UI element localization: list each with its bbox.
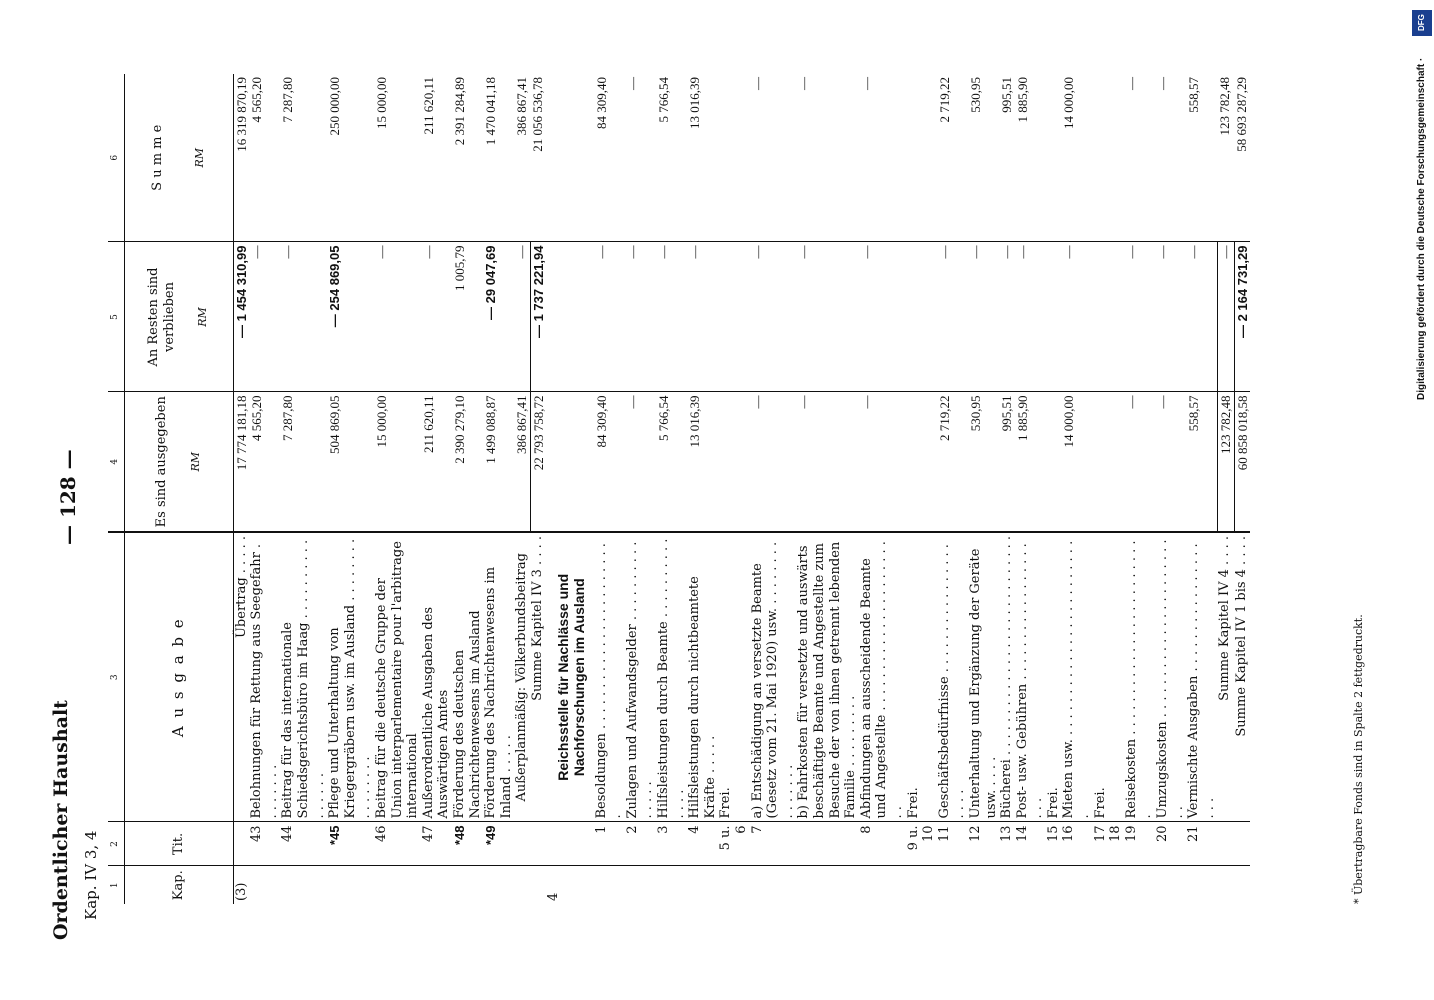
text-cell: Geschäftsbedürfnisse . . . . . . . . . . . . . . . . . . . . xyxy=(937,532,968,822)
table-row xyxy=(859,74,906,904)
tit-cell xyxy=(514,822,530,866)
remainder-cell: — 254 869,05 xyxy=(327,242,374,392)
spent-cell: 504 869,05 xyxy=(327,392,374,532)
sum-cell: 558,57 xyxy=(1186,74,1217,242)
text-cell: Reisekosten . . . . . . . . . . . . . . . . . . . . . . . . . xyxy=(1124,532,1155,822)
text-cell: Frei. xyxy=(1093,532,1109,822)
kap-cell xyxy=(1217,866,1234,904)
header-unit-6: RM xyxy=(192,147,206,168)
spent-cell: 22 793 758,72 xyxy=(530,392,546,532)
kap-cell xyxy=(859,866,906,904)
spent-cell: 5 766,54 xyxy=(656,392,687,532)
text-cell: Zulagen und Aufwandsgelder . . . . . . . . . . . . . . . xyxy=(625,532,656,822)
table-row xyxy=(1186,74,1217,904)
colnum-4: 4 xyxy=(108,392,124,532)
kap-cell xyxy=(1093,866,1109,904)
text-cell: Umzugskosten . . . . . . . . . . . . . . . . . . . . . . . . xyxy=(1155,532,1186,822)
spent-cell: 15 000,00 xyxy=(374,392,421,532)
remainder-cell: — xyxy=(687,242,718,392)
sum-cell: — xyxy=(1155,74,1186,242)
remainder-cell: — xyxy=(249,242,280,392)
text-cell: Besoldungen . . . . . . . . . . . . . . . . . . . . . . . . xyxy=(594,532,625,822)
table-row xyxy=(233,74,249,904)
tit-cell: 47 xyxy=(421,822,452,866)
text-cell: Summe Kapitel IV 4 . . . . xyxy=(1217,532,1234,822)
sum-cell: 530,95 xyxy=(968,74,999,242)
tit-cell: 12 xyxy=(968,822,999,866)
tit-cell: 14 xyxy=(1015,822,1046,866)
header-es-ausgegeben xyxy=(124,392,233,532)
colnum-6: 6 xyxy=(108,74,124,242)
table-row xyxy=(718,74,749,904)
colnum-2: 2 xyxy=(108,822,124,866)
spent-cell: — xyxy=(1155,392,1186,532)
header-es-ausgegeben-text: Es sind ausgegeben xyxy=(154,396,169,528)
table-body-iv4 xyxy=(546,74,1250,904)
table-row xyxy=(625,74,656,904)
remainder-cell: — xyxy=(514,242,530,392)
kap-cell xyxy=(594,866,625,904)
remainder-cell: — xyxy=(374,242,421,392)
remainder-cell: — xyxy=(796,242,858,392)
text-cell: Summe Kapitel IV 3 . . . . xyxy=(530,532,546,822)
section-heading: Reichsstelle für Nachlässe und Nachforschungen im Ausland xyxy=(546,532,593,822)
kap-cell xyxy=(1234,866,1250,904)
sum-cell: 58 693 287,29 xyxy=(1234,74,1250,242)
sum-cell: 2 391 284,89 xyxy=(452,74,483,242)
remainder-cell xyxy=(718,242,749,392)
kap-cell: 4 xyxy=(546,892,562,901)
remainder-cell: — 29 047,69 xyxy=(483,242,514,392)
sum-cell xyxy=(546,74,593,242)
text-cell: Außerplanmäßig: Völkerbundsbeitrag xyxy=(514,532,530,822)
spent-cell: — xyxy=(625,392,656,532)
colnum-5: 5 xyxy=(108,242,124,392)
kap-cell xyxy=(374,866,421,904)
remainder-cell: 1 005,79 xyxy=(452,242,483,392)
colnum-1: 1 xyxy=(108,866,124,904)
spent-cell xyxy=(1046,392,1062,532)
kap-cell xyxy=(656,866,687,904)
header-summe xyxy=(124,74,233,242)
kap-cell xyxy=(421,866,452,904)
tit-cell xyxy=(530,822,546,866)
remainder-cell: — xyxy=(859,242,906,392)
header-an-resten xyxy=(124,242,233,392)
remainder-cell: — xyxy=(750,242,797,392)
remainder-cell xyxy=(1093,242,1109,392)
spent-cell: 2 719,22 xyxy=(937,392,968,532)
text-cell: Mieten usw. . . . . . . . . . . . . . . . . . . . . . . . . . xyxy=(1061,532,1092,822)
spent-cell: — xyxy=(796,392,858,532)
table-row xyxy=(452,74,483,904)
footnote: * Übertragbare Fonds sind in Spalte 2 fettgedruckt. xyxy=(1352,614,1365,904)
table-row xyxy=(327,74,374,904)
kap-cell xyxy=(249,866,280,904)
tit-cell: *45 xyxy=(327,822,374,866)
table-row xyxy=(514,74,530,904)
table-row xyxy=(1061,74,1092,904)
kap-cell xyxy=(1108,866,1124,904)
kap-cell xyxy=(750,866,797,904)
remainder-cell: — xyxy=(1124,242,1155,392)
text-cell: a) Entschädigung an versetzte Beamte (Gesetz vom 21. Mai 1920) usw. . . . . . . . . . . . . . . . xyxy=(750,532,797,822)
tit-cell: 19 xyxy=(1124,822,1155,866)
spent-cell: — xyxy=(859,392,906,532)
header-unit-4: RM xyxy=(188,451,202,472)
tit-cell xyxy=(546,822,593,866)
tit-cell xyxy=(1234,822,1250,866)
table-row xyxy=(750,74,797,904)
header-tit: Tit. xyxy=(124,822,233,866)
kap-cell xyxy=(906,866,937,904)
kap-cell xyxy=(452,866,483,904)
table-row xyxy=(594,74,625,904)
kap-cell xyxy=(718,866,749,904)
sum-cell: — xyxy=(1124,74,1155,242)
tit-cell: 18 xyxy=(1108,822,1124,866)
remainder-cell: — xyxy=(937,242,968,392)
tit-cell: 4 xyxy=(687,822,718,866)
text-cell: Belohnungen für Rettung aus Seegefahr . . . . . . . . xyxy=(249,532,280,822)
kap-cell xyxy=(796,866,858,904)
remainder-cell xyxy=(546,242,593,392)
remainder-cell: — xyxy=(1155,242,1186,392)
sum-cell: 84 309,40 xyxy=(594,74,625,242)
text-cell: Förderung des deutschen Nachrichtenwesens im Ausland xyxy=(452,532,483,822)
text-cell: Außerordentliche Ausgaben des Auswärtigen Amtes xyxy=(421,532,452,822)
table-row xyxy=(968,74,999,904)
remainder-cell: — xyxy=(656,242,687,392)
sum-cell xyxy=(718,74,749,242)
sum-cell xyxy=(1046,74,1062,242)
tit-cell: *49 xyxy=(483,822,514,866)
spent-cell xyxy=(546,392,593,532)
tit-cell: 1 xyxy=(594,822,625,866)
kap-cell: (3) xyxy=(233,882,249,901)
text-cell: Abfindungen an ausscheidende Beamte und Angestellte . . . . . . . . . . . . . . . . . . . . . . . xyxy=(859,532,906,822)
sum-row-iv1-4 xyxy=(1234,74,1250,904)
remainder-cell: — xyxy=(1061,242,1092,392)
sum-cell: 123 782,48 xyxy=(1217,74,1234,242)
sum-cell: — xyxy=(750,74,797,242)
sum-cell xyxy=(1108,74,1124,242)
kap-cell xyxy=(530,866,546,904)
table-body-iv3 xyxy=(233,74,546,904)
remainder-cell: — 1 454 310,99 xyxy=(233,242,249,392)
sum-cell: 21 056 536,78 xyxy=(530,74,546,242)
page-number: — 128 — xyxy=(56,449,80,545)
spent-cell xyxy=(1108,392,1124,532)
text-cell: Bücherei . . . . . . . . . . . . . . . . . . . . . . . . . . . xyxy=(999,532,1015,822)
remainder-cell: — xyxy=(594,242,625,392)
text-cell: Beitrag für das internationale Schiedsgerichtsbüro im Haag . . . . . . . . . . . . . . . . xyxy=(280,532,327,822)
budget-table xyxy=(108,74,1250,904)
running-head: Ordentlicher Haushalt xyxy=(50,700,72,940)
table-row xyxy=(1093,74,1109,904)
spent-cell: 7 287,80 xyxy=(280,392,327,532)
kap-cell xyxy=(687,866,718,904)
table-row xyxy=(1046,74,1062,904)
text-cell: Übertrag . . . . . xyxy=(233,532,249,822)
sum-cell: 16 319 870,19 xyxy=(233,74,249,242)
text-cell: Unterhaltung und Ergänzung der Geräte usw. . . . . xyxy=(968,532,999,822)
tit-cell: 8 xyxy=(859,822,906,866)
tit-cell: 5 u. 6 xyxy=(718,822,749,866)
sum-cell: 1 470 041,18 xyxy=(483,74,514,242)
column-number-row xyxy=(108,74,124,904)
spent-cell: 13 016,39 xyxy=(687,392,718,532)
text-cell: Förderung des Nachrichtenwesens im Inland . . . . . xyxy=(483,532,514,822)
sum-cell: 211 620,11 xyxy=(421,74,452,242)
remainder-cell xyxy=(1046,242,1062,392)
tit-cell: 43 xyxy=(249,822,280,866)
text-cell: Hilfsleistungen durch nichtbeamtete Kräfte . . . . . xyxy=(687,532,718,822)
header-row xyxy=(124,74,233,904)
spent-cell: 1 499 088,87 xyxy=(483,392,514,532)
sum-cell: 13 016,39 xyxy=(687,74,718,242)
header-summe-text: S u m m e xyxy=(150,124,165,191)
spent-cell xyxy=(718,392,749,532)
remainder-cell: — xyxy=(1217,242,1234,392)
remainder-cell: — xyxy=(1186,242,1217,392)
spent-cell: 4 565,20 xyxy=(249,392,280,532)
header-kap: Kap. xyxy=(124,866,233,904)
sum-cell: — xyxy=(859,74,906,242)
chapter-ref: Kap. IV 3, 4 xyxy=(82,830,100,920)
spent-cell: — xyxy=(1124,392,1155,532)
sum-row-iv4 xyxy=(1217,74,1234,904)
spent-cell: 84 309,40 xyxy=(594,392,625,532)
spent-cell: 1 885,90 xyxy=(1015,392,1046,532)
spent-cell: 14 000,00 xyxy=(1061,392,1092,532)
text-cell: Hilfsleistungen durch Beamte . . . . . . . . . . . . . . xyxy=(656,532,687,822)
header-unit-5: RM xyxy=(196,307,210,327)
remainder-cell: — xyxy=(968,242,999,392)
text-cell: b) Fahrkosten für versetzte und auswärts beschäftigte Beamte und Angestellte zum Besuche der von ihnen getrennt lebenden Familie . . . . . . . . . xyxy=(796,532,858,822)
spent-cell: — xyxy=(750,392,797,532)
sum-cell: — xyxy=(625,74,656,242)
table-row xyxy=(374,74,421,904)
remainder-cell: — xyxy=(999,242,1015,392)
kap-cell xyxy=(1124,866,1155,904)
sum-cell: 386 867,41 xyxy=(514,74,530,242)
spent-cell: 60 858 018,58 xyxy=(1234,392,1250,532)
text-cell: Pflege und Unterhaltung von Kriegergräbern usw. im Ausland . . . . . . . . . . . . . . . . xyxy=(327,532,374,822)
remainder-cell xyxy=(1108,242,1124,392)
sum-cell: 7 287,80 xyxy=(280,74,327,242)
tit-cell: 13 xyxy=(999,822,1015,866)
table-row xyxy=(1015,74,1046,904)
sum-cell: 995,51 xyxy=(999,74,1015,242)
kap-cell xyxy=(999,866,1015,904)
colnum-3: 3 xyxy=(108,532,124,822)
tit-cell: 21 xyxy=(1186,822,1217,866)
header-an-resten-text: An Resten sind verblieben xyxy=(146,267,177,367)
table-row xyxy=(1124,74,1155,904)
text-cell: Frei. xyxy=(718,532,749,822)
tit-cell: 15 xyxy=(1046,822,1062,866)
table-row xyxy=(796,74,858,904)
sum-cell: 1 885,90 xyxy=(1015,74,1046,242)
text-cell xyxy=(1108,532,1124,822)
table-row xyxy=(906,74,937,904)
digitization-note: Digitalisierung gefördert durch die Deutsche Forschungsgemeinschaft · xyxy=(1416,57,1427,400)
tit-cell: 9 u. 10 xyxy=(906,822,937,866)
table-row xyxy=(421,74,452,904)
tit-cell: 20 xyxy=(1155,822,1186,866)
sum-cell: 250 000,00 xyxy=(327,74,374,242)
kap-cell xyxy=(514,866,530,904)
spent-cell: 995,51 xyxy=(999,392,1015,532)
remainder-cell: — xyxy=(280,242,327,392)
kap-cell xyxy=(1155,866,1186,904)
kap-cell xyxy=(937,866,968,904)
kap4-heading-row xyxy=(546,74,593,904)
text-cell: Vermischte Ausgaben . . . . . . . . . . . . . . . . . . . xyxy=(1186,532,1217,822)
tit-cell: *48 xyxy=(452,822,483,866)
spent-cell: 211 620,11 xyxy=(421,392,452,532)
sum-cell: 4 565,20 xyxy=(249,74,280,242)
sum-cell: 14 000,00 xyxy=(1061,74,1092,242)
table-row xyxy=(280,74,327,904)
kap-cell xyxy=(1061,866,1092,904)
header-ausgabe: A u s g a b e xyxy=(124,532,233,822)
tit-cell: 2 xyxy=(625,822,656,866)
kap-cell xyxy=(1046,866,1062,904)
tit-cell: 7 xyxy=(750,822,797,866)
table-row xyxy=(249,74,280,904)
tit-cell: 44 xyxy=(280,822,327,866)
spent-cell xyxy=(1093,392,1109,532)
kap-cell xyxy=(483,866,514,904)
tit-cell xyxy=(233,822,249,866)
spent-cell: 386 867,41 xyxy=(514,392,530,532)
remainder-cell xyxy=(906,242,937,392)
remainder-cell: — 2 164 731,29 xyxy=(1234,242,1250,392)
text-cell: Beitrag für die deutsche Gruppe der Union interparlementaire pour l'arbitrage international xyxy=(374,532,421,822)
table-row xyxy=(937,74,968,904)
text-cell: Frei. xyxy=(906,532,937,822)
spent-cell: 2 390 279,10 xyxy=(452,392,483,532)
table-row xyxy=(656,74,687,904)
sum-cell: — xyxy=(796,74,858,242)
spent-cell: 123 782,48 xyxy=(1217,392,1234,532)
sum-row-iv3 xyxy=(530,74,546,904)
table-row xyxy=(1155,74,1186,904)
text-cell: Summe Kapitel IV 1 bis 4 . . . . xyxy=(1234,532,1250,822)
table-row xyxy=(1108,74,1124,904)
text-cell: Post- usw. Gebühren . . . . . . . . . . . . . . . . . . . . xyxy=(1015,532,1046,822)
tit-cell xyxy=(796,822,858,866)
sum-cell: 2 719,22 xyxy=(937,74,968,242)
spent-cell xyxy=(906,392,937,532)
tit-cell: 17 xyxy=(1093,822,1109,866)
tit-cell: 3 xyxy=(656,822,687,866)
tit-cell: 16 xyxy=(1061,822,1092,866)
kap-cell xyxy=(1186,866,1217,904)
kap-cell xyxy=(968,866,999,904)
spent-cell: 530,95 xyxy=(968,392,999,532)
dfg-logo: DFG xyxy=(1412,10,1432,36)
sum-cell: 5 766,54 xyxy=(656,74,687,242)
tit-cell xyxy=(1217,822,1234,866)
remainder-cell: — xyxy=(1015,242,1046,392)
tit-cell: 46 xyxy=(374,822,421,866)
sum-cell xyxy=(906,74,937,242)
spent-cell: 558,57 xyxy=(1186,392,1217,532)
kap-cell xyxy=(327,866,374,904)
remainder-cell: — xyxy=(421,242,452,392)
sum-cell: 15 000,00 xyxy=(374,74,421,242)
kap-cell xyxy=(1015,866,1046,904)
table-row xyxy=(483,74,514,904)
text-cell: Frei. xyxy=(1046,532,1062,822)
kap-cell xyxy=(280,866,327,904)
table-row xyxy=(687,74,718,904)
remainder-cell: — 1 737 221,94 xyxy=(530,242,546,392)
spent-cell: 17 774 181,18 xyxy=(233,392,249,532)
sum-cell xyxy=(1093,74,1109,242)
kap-cell xyxy=(625,866,656,904)
remainder-cell: — xyxy=(625,242,656,392)
tit-cell: 11 xyxy=(937,822,968,866)
table-row xyxy=(999,74,1015,904)
